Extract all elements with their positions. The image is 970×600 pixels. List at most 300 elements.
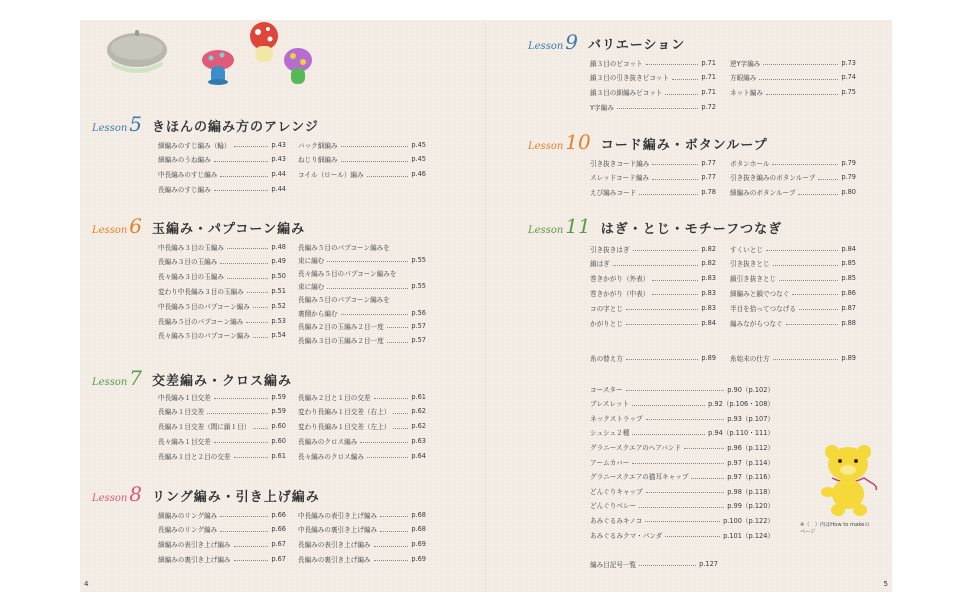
dot-leader	[626, 390, 725, 391]
entry-title: 束に編む	[298, 283, 325, 292]
entry-page: p.61	[271, 451, 286, 460]
entry-page: p.69	[411, 554, 426, 563]
toc-entry	[158, 405, 286, 418]
lesson-word: Lesson	[528, 141, 564, 152]
toc-entry	[730, 301, 856, 314]
entry-title: 中長編み１目交差	[158, 393, 211, 402]
toc-entry	[730, 286, 856, 299]
toc-entry	[590, 351, 716, 364]
entry-page: p.59	[271, 392, 286, 401]
dot-leader	[374, 560, 409, 561]
toc-entry	[730, 86, 856, 99]
book-spread	[80, 20, 892, 592]
entry-page: p.71	[701, 58, 716, 67]
lesson-number: 8	[129, 482, 143, 506]
entry-page: p.96（p.112）	[727, 443, 774, 452]
toc-entry	[590, 242, 716, 255]
toc-entry	[590, 272, 716, 285]
dot-leader	[374, 398, 409, 399]
toc-entry	[158, 523, 286, 536]
dot-leader	[617, 108, 699, 109]
dot-leader	[626, 359, 698, 360]
entry-title: 方眼編み	[730, 74, 757, 83]
toc-entry	[158, 552, 286, 565]
entry-title: 中長編み５目のパプコーン編み	[158, 302, 250, 311]
toc-entry	[590, 56, 716, 69]
dot-leader	[646, 419, 725, 420]
entry-page: p.77	[701, 173, 716, 182]
entry-title: 引き抜きはぎ	[590, 245, 630, 254]
entry-title: 長々編み５目のパプコーン編みを	[298, 269, 397, 278]
lesson-title: リング編み・引き上げ編み	[152, 490, 320, 505]
dot-leader	[380, 516, 408, 517]
toc-entry	[590, 470, 774, 483]
dot-leader	[387, 342, 409, 343]
entry-page: p.87	[841, 303, 856, 312]
lesson-title: バリエーション	[588, 38, 686, 53]
entry-title: スレッドコード編み	[590, 174, 650, 183]
dot-leader	[633, 250, 699, 251]
toc-entry	[298, 306, 426, 319]
entry-title-line1	[298, 266, 426, 279]
dot-leader	[799, 309, 838, 310]
entry-title: 変わり長編み１目交差（右上）	[298, 408, 391, 417]
toc-entry	[590, 484, 774, 497]
dot-leader	[632, 434, 705, 435]
dot-leader	[380, 531, 408, 532]
dot-leader	[759, 79, 838, 80]
entry-title: 長編み１目交差	[158, 408, 205, 417]
toc-entry	[730, 257, 856, 270]
toc-entry	[730, 56, 856, 69]
toc-entry	[298, 334, 426, 347]
dot-leader	[672, 79, 698, 80]
dot-leader	[214, 161, 269, 162]
entry-title: 鎖３目の引き抜きピコット	[590, 74, 669, 83]
dot-leader	[665, 536, 720, 537]
dot-leader	[387, 327, 409, 328]
toc-entry	[590, 528, 774, 541]
dot-leader	[393, 428, 408, 429]
entry-page: p.84	[701, 318, 716, 327]
page-number-right: 5	[883, 580, 888, 588]
entry-page: p.89	[701, 353, 716, 362]
entry-page: p.55	[411, 282, 426, 291]
toc-entry	[158, 168, 286, 181]
entry-title: 細編みのうね編み	[158, 156, 211, 165]
dot-leader	[214, 398, 269, 399]
entry-title: 細編みのすじ編み（輪）	[158, 141, 231, 150]
entry-title: ボタンホール	[730, 159, 770, 168]
dot-leader	[220, 263, 268, 264]
lesson-number: 7	[129, 366, 143, 390]
toc-entry	[298, 168, 426, 181]
left-page	[80, 20, 486, 592]
entry-page: p.62	[411, 407, 426, 416]
lesson-title: 玉編み・パプコーン編み	[152, 222, 306, 237]
dot-leader	[779, 280, 838, 281]
entry-title: 長々編みのクロス編み	[298, 452, 364, 461]
dot-leader	[393, 413, 408, 414]
entry-page: p.50	[271, 272, 286, 281]
entry-title: 中長編みのすじ編み	[158, 171, 218, 180]
dot-leader	[341, 146, 409, 147]
toc-entry	[158, 390, 286, 403]
entry-page: p.83	[701, 288, 716, 297]
entry-title: ねじり細編み	[298, 156, 338, 165]
dot-leader	[234, 457, 269, 458]
dot-leader	[684, 448, 724, 449]
entry-title: 長編み５目のパプコーン編みを	[298, 296, 390, 305]
entry-page: p.54	[271, 331, 286, 340]
toc-entry	[730, 171, 856, 184]
dot-leader	[613, 265, 699, 266]
entry-page: p.45	[411, 140, 426, 149]
dot-leader	[234, 560, 269, 561]
entry-title: アームカバー	[590, 458, 630, 467]
dot-leader	[665, 94, 698, 95]
toc-entry	[158, 138, 286, 151]
entry-page: p.68	[411, 510, 426, 519]
entry-page: p.90（p.102）	[727, 385, 774, 394]
toc-entry	[730, 242, 856, 255]
entry-title-line1	[298, 293, 426, 306]
entry-title: コの字とじ	[590, 304, 623, 313]
entry-title: 長編みのリング編み	[158, 526, 218, 535]
entry-page: p.97（p.116）	[727, 473, 774, 482]
dot-leader	[253, 337, 268, 338]
entry-page: p.79	[841, 173, 856, 182]
entry-page: p.80	[841, 188, 856, 197]
entry-title: 長編み１目と２目の交差	[158, 452, 231, 461]
entry-title: 逆Y字編み	[730, 59, 761, 68]
entry-page: p.63	[411, 436, 426, 445]
dot-leader	[626, 324, 698, 325]
entry-page: p.73	[841, 58, 856, 67]
entry-title: 糸の替え方	[590, 354, 623, 363]
entry-page: p.62	[411, 422, 426, 431]
toc-entry	[298, 523, 426, 536]
toc-entry	[730, 71, 856, 84]
entry-page: p.52	[271, 301, 286, 310]
entry-page: p.89	[841, 353, 856, 362]
entry-title: 長編みのすじ編み	[158, 185, 211, 194]
toc-entry	[158, 538, 286, 551]
toc-entry	[298, 390, 426, 403]
dot-leader	[247, 292, 269, 293]
entry-page: p.57	[411, 336, 426, 345]
entry-title: 細編みの表引き上げ編み	[158, 541, 231, 550]
toc-entry	[158, 270, 286, 283]
toc-entry	[158, 284, 286, 297]
entry-title: 引き抜きコード編み	[590, 159, 650, 168]
dot-leader	[798, 194, 838, 195]
entry-page: p.82	[701, 244, 716, 253]
dot-leader	[652, 294, 698, 295]
toc-entry	[298, 552, 426, 565]
entry-page: p.77	[701, 158, 716, 167]
dot-leader	[766, 94, 838, 95]
dot-leader	[341, 314, 409, 315]
entry-page: p.93（p.107）	[727, 414, 774, 423]
entry-title: 長編み５目のパプコーン編み	[158, 317, 244, 326]
entry-page: p.48	[271, 242, 286, 251]
entry-page: p.60	[271, 436, 286, 445]
dot-leader	[367, 176, 409, 177]
entry-page: p.92（p.106・108）	[708, 400, 774, 409]
entry-title: ネックストラップ	[590, 414, 643, 423]
dot-leader	[639, 507, 724, 508]
lesson-title: コード編み・ボタンループ	[600, 138, 768, 153]
dot-leader	[220, 516, 268, 517]
lesson-number: 11	[565, 214, 591, 238]
entry-page: p.100（p.122）	[723, 516, 774, 525]
lesson-heading	[92, 484, 320, 505]
lesson-heading	[92, 216, 305, 237]
entry-title: シュシュ２種	[590, 429, 630, 438]
entry-page: p.55	[411, 255, 426, 264]
entry-title: バック細編み	[298, 141, 338, 150]
toc-entry	[298, 434, 426, 447]
toc-entry	[590, 316, 716, 329]
entry-page: p.66	[271, 510, 286, 519]
entry-page: p.67	[271, 540, 286, 549]
toc-entry	[590, 440, 774, 453]
entry-page: p.97（p.114）	[727, 458, 774, 467]
dot-leader	[652, 179, 698, 180]
entry-title: 編み目記号一覧	[590, 560, 637, 569]
toc-entry	[590, 171, 716, 184]
entry-page: p.49	[271, 257, 286, 266]
entry-title: コースター	[590, 385, 623, 394]
entry-page: p.66	[271, 525, 286, 534]
entry-title: 中長編みの表引き上げ編み	[298, 511, 378, 520]
entry-page: p.83	[701, 303, 716, 312]
toc-entry	[590, 71, 716, 84]
entry-page: p.72	[701, 102, 716, 111]
entry-page: p.127	[699, 559, 718, 568]
toc-entry	[730, 186, 856, 199]
toc-entry	[590, 257, 716, 270]
lesson-heading	[92, 114, 319, 135]
dot-leader	[645, 521, 720, 522]
dot-leader	[253, 307, 268, 308]
entry-page: p.85	[841, 259, 856, 268]
entry-title: 長々編み３目の玉編み	[158, 273, 224, 282]
toc-entry	[298, 420, 426, 433]
entry-title: 鎖３目のピコット	[590, 59, 643, 68]
entry-page: p.88	[841, 318, 856, 327]
entry-page: p.78	[701, 188, 716, 197]
lesson-heading	[528, 216, 782, 237]
entry-page: p.99（p.120）	[727, 502, 774, 511]
entry-page: p.45	[411, 155, 426, 164]
page-number-left: 4	[84, 580, 89, 588]
toc-entry	[590, 499, 774, 512]
dot-leader	[360, 442, 408, 443]
entry-page: p.82	[701, 259, 716, 268]
bear-illustration	[818, 442, 884, 518]
lesson-number: 5	[129, 112, 143, 136]
entry-page: p.61	[411, 392, 426, 401]
entry-title: 中長編みの裏引き上げ編み	[298, 526, 378, 535]
dot-leader	[626, 309, 698, 310]
dot-leader	[327, 288, 408, 289]
entry-title: 編みながらつなぐ	[730, 319, 783, 328]
entry-page: p.44	[271, 184, 286, 193]
entry-page: p.59	[271, 407, 286, 416]
toc-entry	[590, 557, 718, 570]
entry-title: 細編みのボタンループ	[730, 189, 796, 198]
dot-leader	[691, 478, 724, 479]
entry-page: p.85	[841, 274, 856, 283]
lesson-number: 6	[129, 214, 143, 238]
entry-page: p.75	[841, 88, 856, 97]
entry-title: 巻きかがり（外表）	[590, 275, 650, 284]
toc-entry	[590, 455, 774, 468]
entry-title: 引き抜き編みのボタンループ	[730, 174, 816, 183]
toc-entry	[158, 182, 286, 195]
entry-title: 長々編み５目のパプコーン編み	[158, 332, 250, 341]
mushroom-illustrations	[198, 20, 330, 102]
toc-entry	[158, 420, 286, 433]
dot-leader	[207, 413, 268, 414]
entry-page: p.53	[271, 316, 286, 325]
toc-entry	[158, 314, 286, 327]
toc-entry	[158, 240, 286, 253]
entry-page: p.101（p.124）	[723, 531, 774, 540]
dot-leader	[766, 250, 838, 251]
entry-title: 細編みの裏引き上げ編み	[158, 555, 231, 564]
dot-leader	[773, 265, 839, 266]
entry-page: p.44	[271, 170, 286, 179]
entry-title: 裏側から編む	[298, 309, 338, 318]
entry-page: p.69	[411, 540, 426, 549]
entry-page: p.71	[701, 73, 716, 82]
entry-page: p.43	[271, 140, 286, 149]
entry-title: 中長編み３目の玉編み	[158, 243, 224, 252]
entry-page: p.98（p.118）	[727, 487, 774, 496]
dot-leader	[639, 565, 696, 566]
dot-leader	[341, 161, 409, 162]
entry-title: ネット編み	[730, 89, 763, 98]
toc-entry	[590, 100, 716, 113]
dot-leader	[234, 546, 269, 547]
dot-leader	[646, 64, 699, 65]
entry-page: p.94（p.110・111）	[708, 429, 774, 438]
toc-entry	[298, 449, 426, 462]
toc-entry	[298, 253, 426, 266]
dot-leader	[227, 278, 268, 279]
entry-title: ブレスレット	[590, 400, 630, 409]
lesson-number: 10	[565, 130, 591, 154]
toc-entry	[590, 86, 716, 99]
entry-title: 長編みの表引き上げ編み	[298, 541, 371, 550]
dot-leader	[652, 164, 698, 165]
entry-title: あみぐるみクマ・パンダ	[590, 531, 663, 540]
entry-title: 長編みのクロス編み	[298, 437, 358, 446]
entry-title: すくいとじ	[730, 245, 763, 254]
dot-leader	[374, 546, 409, 547]
lesson-word: Lesson	[92, 493, 128, 504]
lesson-heading	[528, 132, 768, 153]
lesson-word: Lesson	[528, 225, 564, 236]
entry-title: 変わり長編み１目交差（左上）	[298, 423, 391, 432]
entry-page: p.86	[841, 288, 856, 297]
entry-page: p.64	[411, 451, 426, 460]
lesson-title: 交差編み・クロス編み	[152, 374, 293, 389]
entry-page: p.57	[411, 321, 426, 330]
entry-title: 長編みの裏引き上げ編み	[298, 555, 371, 564]
toc-entry	[590, 301, 716, 314]
entry-title: 引き抜きとじ	[730, 260, 770, 269]
toc-entry	[590, 426, 774, 439]
toc-entry	[590, 156, 716, 169]
entry-title: どんぐりベレー	[590, 502, 637, 511]
entry-title: 長々編み１目交差	[158, 437, 211, 446]
entry-page: p.46	[411, 170, 426, 179]
toc-entry	[298, 153, 426, 166]
dot-leader	[246, 322, 268, 323]
dot-leader	[639, 194, 698, 195]
toc-entry	[590, 397, 774, 410]
entry-title: 半目を拾ってつなげる	[730, 304, 796, 313]
dot-leader	[652, 280, 698, 281]
entry-title: 鎖はぎ	[590, 260, 610, 269]
entry-page: p.84	[841, 244, 856, 253]
entry-title: 変わり中長編み３目の玉編み	[158, 287, 244, 296]
dot-leader	[234, 146, 269, 147]
toc-entry	[590, 411, 774, 424]
lesson-heading	[92, 368, 292, 389]
toc-entry	[158, 449, 286, 462]
dot-leader	[786, 324, 839, 325]
beret-illustration	[104, 28, 170, 80]
entry-title: 長編み５目のパプコーン編みを	[298, 243, 390, 252]
entry-title: コイル（ロール）編み	[298, 171, 364, 180]
dot-leader	[327, 261, 408, 262]
entry-title: あみぐるみキノコ	[590, 516, 643, 525]
lesson-title: はぎ・とじ・モチーフつなぎ	[600, 222, 783, 237]
toc-entry	[298, 508, 426, 521]
lesson-word: Lesson	[92, 123, 128, 134]
entry-title: 巻きかがり（中表）	[590, 289, 650, 298]
entry-title: 長編み２目の玉編み２目一度	[298, 322, 384, 331]
entry-title: Y字編み	[590, 103, 614, 112]
dot-leader	[214, 442, 269, 443]
toc-entry	[730, 272, 856, 285]
dot-leader	[227, 248, 268, 249]
entry-title: 長編み１目交差（間に鎖１目）	[158, 423, 251, 432]
entry-title: 束に編む	[298, 256, 325, 265]
how-to-make-note: ※（ ）内はHow to makeの ページ	[800, 522, 870, 535]
lesson-word: Lesson	[92, 377, 128, 388]
entry-page: p.68	[411, 525, 426, 534]
entry-title: 糸始末の仕方	[730, 354, 770, 363]
dot-leader	[773, 359, 839, 360]
dot-leader	[792, 294, 838, 295]
dot-leader	[220, 531, 268, 532]
toc-entry	[298, 280, 426, 293]
entry-page: p.60	[271, 422, 286, 431]
dot-leader	[632, 463, 724, 464]
toc-entry	[158, 329, 286, 342]
lesson-word: Lesson	[528, 41, 564, 52]
toc-entry	[298, 138, 426, 151]
toc-entry	[298, 319, 426, 332]
dot-leader	[772, 164, 838, 165]
entry-title: 鎖３目の細編みピコット	[590, 89, 663, 98]
